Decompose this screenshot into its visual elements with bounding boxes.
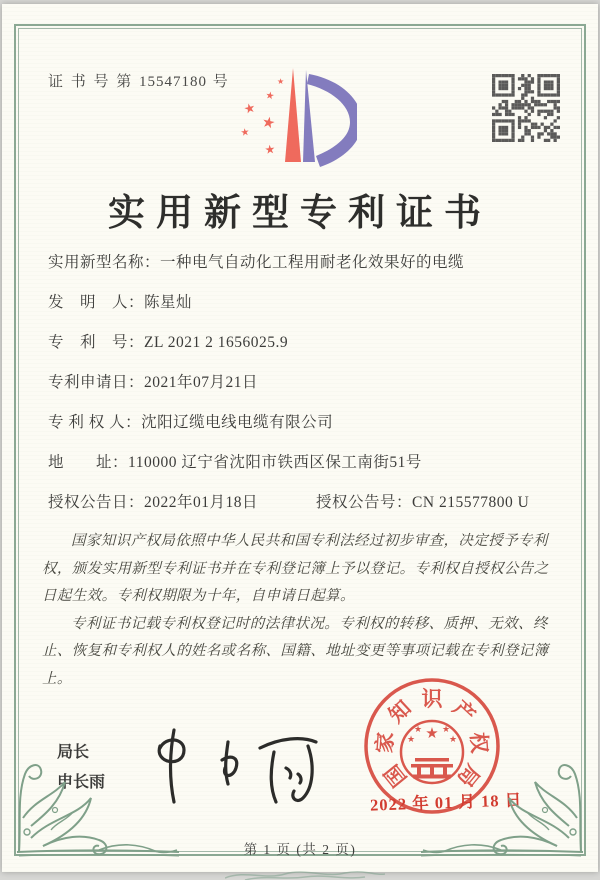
field-label: 实用新型名称：: [48, 254, 161, 271]
certificate-paper: [2, 4, 598, 872]
svg-text:★: ★: [441, 725, 451, 735]
grant-date-pair: [48, 490, 258, 530]
field-row-inventor: [48, 290, 562, 330]
seal-char: 知: [384, 695, 416, 728]
logo-purple-p-bowl: [307, 74, 357, 167]
svg-text:★: ★: [425, 724, 439, 742]
field-row-filing-date: [48, 370, 562, 410]
legal-paragraph-1: 国家知识产权局依照中华人民共和国专利法经过初步审查，决定授予专利权，颁发实用新型专利证书并在专利登记簿上予以登记。专利权自授权公告之日起生效。专利权期限为十年，自申请日起算。: [42, 533, 549, 604]
field-value: 110000 辽宁省沈阳市铁西区保工南街51号: [128, 454, 422, 471]
field-value: CN 215577800 U: [412, 494, 530, 511]
seal-char: 识: [421, 687, 443, 711]
field-value: 陈星灿: [144, 294, 193, 311]
field-value: ZL 2021 2 1656025.9: [144, 334, 289, 351]
field-row-grant: [48, 490, 562, 530]
svg-text:★: ★: [260, 112, 278, 133]
certificate-title: 实用新型专利证书: [108, 193, 492, 234]
seal-char: 权: [466, 731, 492, 755]
svg-text:★: ★: [264, 90, 276, 103]
field-row-address: [48, 450, 562, 490]
logo-red-wedge: [285, 68, 301, 162]
cert-no-digits: 15547180: [139, 74, 208, 90]
svg-text:★: ★: [242, 100, 258, 118]
officer-name: 申长雨: [57, 774, 106, 791]
svg-text:★: ★: [413, 725, 423, 735]
legal-text: [42, 528, 562, 693]
page-number: 第 1 页 (共 2 页): [243, 842, 357, 857]
field-label: 专利申请日：: [48, 374, 145, 391]
field-row-patentee: [48, 410, 562, 450]
field-label: 专 利 权 人：: [48, 414, 142, 431]
legal-paragraph-2: 专利证书记载专利权登记时的法律状况。专利权的转移、质押、无效、终止、恢复和专利权人的姓名或名称、国籍、地址变更等事项记载在专利登记簿上。: [42, 615, 549, 687]
field-value: 2021年07月21日: [144, 374, 259, 391]
cert-no-prefix: 证 书 号 第: [48, 74, 134, 90]
field-value: 2022年01月18日: [144, 494, 259, 511]
field-list: [48, 250, 562, 530]
seal-date: 2022 年 01 月 18 日: [369, 790, 523, 815]
certificate-number: [48, 70, 230, 91]
svg-text:★: ★: [277, 77, 285, 86]
seal-char: 国: [379, 759, 412, 792]
field-label: 专 利 号：: [48, 334, 145, 351]
field-label: 发 明 人：: [48, 294, 145, 311]
field-label: 授权公告日：: [48, 494, 145, 511]
svg-text:★: ★: [406, 735, 416, 745]
svg-text:★: ★: [239, 126, 251, 139]
field-label: 地 址：: [48, 454, 129, 471]
qr-code-icon: [492, 74, 560, 142]
svg-text:★: ★: [263, 141, 277, 157]
field-label: 授权公告号：: [316, 494, 413, 511]
cnipa-logo-icon: [235, 64, 357, 170]
field-row-name: [48, 250, 562, 290]
grant-no-pair: [316, 490, 529, 530]
floral-corner-ornament-left: [7, 752, 182, 860]
next-page-edge-hint: [225, 868, 385, 880]
floral-corner-ornament-right: [418, 752, 593, 860]
field-value: 一种电气自动化工程用耐老化效果好的电缆: [160, 254, 465, 271]
field-value: 沈阳辽缆电线电缆有限公司: [141, 414, 334, 431]
svg-text:★: ★: [448, 735, 458, 745]
seal-char: 局: [452, 759, 485, 792]
seal-char: 家: [372, 731, 398, 755]
field-row-patent-no: [48, 330, 562, 370]
seal-char: 产: [448, 695, 480, 728]
officer-title: 局长: [57, 744, 90, 761]
cert-no-suffix: 号: [212, 74, 230, 90]
